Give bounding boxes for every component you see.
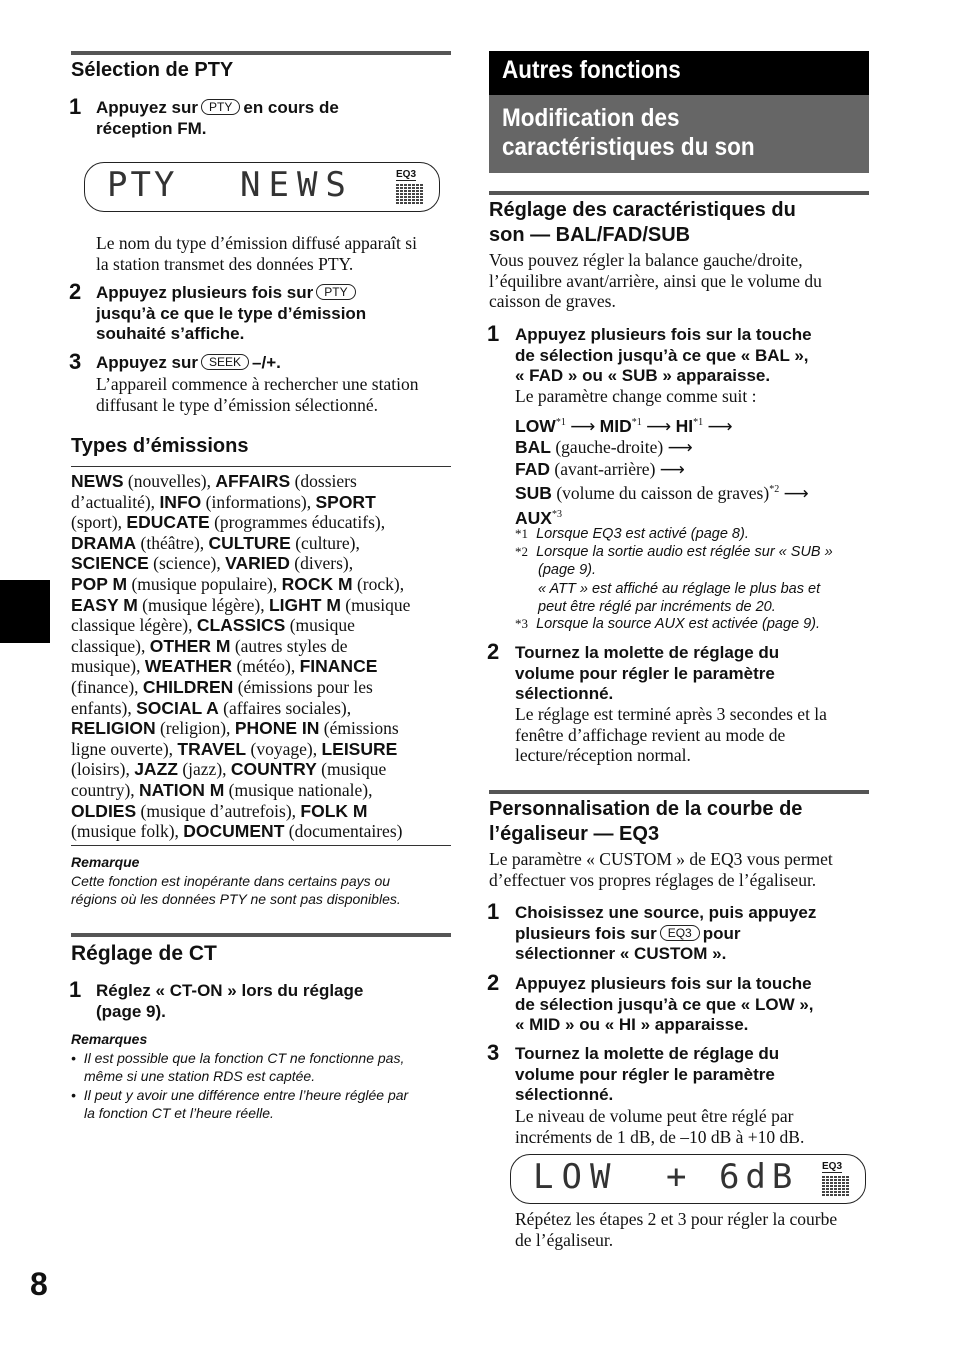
program-type-code: NEWS (71, 471, 124, 491)
program-type-code: OTHER M (149, 635, 231, 656)
lcd-text-left: PTY (107, 165, 178, 205)
program-type-code: SOCIAL A (136, 697, 219, 718)
program-type-description: (documentaires) (284, 821, 403, 842)
program-type-code: PHONE IN (234, 718, 320, 739)
eq3-intro: Le paramètre « CUSTOM » de EQ3 vous permet d’effectuer vos propres réglages de l’égaliseur. (489, 849, 833, 890)
note-title: Remarque (71, 854, 140, 870)
eq3-indicator: EQ3 (396, 169, 417, 180)
program-type-description: (sport), (71, 512, 127, 533)
step-number: 3 (69, 349, 82, 374)
program-types-line (71, 759, 456, 780)
program-type-code: VARIED (225, 553, 290, 574)
step-number: 1 (487, 321, 500, 346)
pty-step1: Appuyez sur PTY en cours de réception FM. (96, 98, 339, 138)
step-number: 2 (69, 279, 82, 304)
program-type-code: CHILDREN (142, 676, 234, 697)
program-types-line (71, 492, 456, 513)
program-type-description: (culture), (290, 532, 360, 553)
program-types-line (71, 739, 456, 760)
section-rule (71, 51, 451, 55)
program-type-description: (musique (285, 615, 355, 636)
program-types-line (71, 656, 456, 677)
program-type-description: (météo), (232, 656, 300, 677)
section-heading-eq3: Personnalisation de la courbe de l’égaliseur — EQ3 (489, 798, 803, 845)
program-type-description: (loisirs), (71, 759, 135, 780)
note-divider (71, 845, 451, 846)
eq3-step3: Tournez la molette de réglage du volume pour régler le paramètre sélectionné. (515, 1044, 780, 1104)
section-rule (489, 191, 869, 195)
program-type-description: (musique (340, 594, 411, 615)
program-type-code: FOLK M (300, 800, 368, 821)
program-type-code: TRAVEL (177, 738, 247, 759)
banner-subtitle-bar (489, 95, 869, 173)
bal-step2-desc: Le réglage est terminé après 3 secondes et la fenêtre d’affichage revient au mode de lecture/réception normal. (515, 704, 827, 766)
program-types-line (71, 615, 456, 636)
ct-step1: Réglez « CT-ON » lors du réglage (page 9). (96, 981, 364, 1021)
program-types-line (71, 533, 456, 554)
pty-description: Le nom du type d’émission diffusé apparaît si la station transmet des données PTY. (96, 233, 417, 274)
program-type-code: WEATHER (144, 656, 233, 677)
eq3-step1: Choisissez une source, puis appuyez plusieurs fois sur EQ3 pour sélectionner « CUSTOM ». (515, 903, 817, 963)
program-type-code: COUNTRY (230, 759, 317, 780)
pty-step3: Appuyez sur SEEK –/+. (96, 353, 281, 372)
program-types-line (71, 821, 456, 842)
step-number: 2 (487, 970, 500, 995)
ct-note-1: • Il est possible que la fonction CT ne fonctionne pas, même si une station RDS est captée. • Il peut y avoir une différence entre l’heure réglée par la fonction CT et l’heure réelle. (71, 1050, 409, 1121)
program-type-description: (voyage), (246, 738, 322, 759)
eq3-indicator: EQ3 (822, 1161, 843, 1172)
program-type-description: (informations), (201, 491, 316, 512)
section-heading-bal: Réglage des caractéristiques du son — BAL/FAD/SUB (489, 199, 796, 246)
page-number: 8 (30, 1266, 48, 1302)
eq-bars-icon (822, 1176, 850, 1196)
section-heading-pty: Sélection de PTY (71, 59, 234, 81)
program-type-code: FINANCE (299, 656, 378, 677)
step-number: 3 (487, 1040, 500, 1065)
program-types-line (71, 553, 456, 574)
eq-lcd-display (510, 1154, 866, 1204)
program-types-line (71, 780, 456, 801)
bal-intro: Vous pouvez régler la balance gauche/droite, l’équilibre avant/arrière, ainsi que le volume du caisson de graves. (489, 250, 822, 312)
lcd-text-right: + 6dB (666, 1157, 799, 1197)
program-type-code: DRAMA (71, 532, 137, 553)
program-type-code: SPORT (315, 491, 376, 512)
pty-key: PTY (201, 99, 240, 115)
program-type-description: (autres styles de (230, 635, 348, 656)
step-number: 1 (69, 977, 82, 1002)
eq3-step2: Appuyez plusieurs fois sur la touche de sélection jusqu’à ce que « LOW », « MID » ou « HI » apparaisse. (515, 974, 814, 1034)
program-type-description: d’actualité), (71, 491, 160, 512)
notes-title: Remarques (71, 1031, 148, 1047)
seek-key: SEEK (201, 354, 249, 370)
program-type-description: (dossiers (290, 471, 357, 491)
section-rule (489, 790, 869, 794)
pty-step2: Appuyez plusieurs fois sur PTY jusqu’à ce que le type d’émission souhaité s’affiche. (96, 283, 367, 343)
program-type-description: (nouvelles), (123, 471, 216, 491)
banner-title: Autres fonctions (502, 56, 681, 84)
footnote-1: *1 Lorsque EQ3 est activé (page 8). (515, 526, 749, 542)
heading-underline (71, 466, 451, 467)
program-type-code: LIGHT M (268, 594, 341, 615)
program-type-description: musique), (71, 656, 145, 677)
bal-step1-desc: Le paramètre change comme suit : (515, 386, 757, 406)
program-type-description: (émissions pour les (233, 676, 373, 697)
program-type-code: OLDIES (71, 800, 137, 821)
program-type-description: country), (71, 779, 140, 800)
program-type-description: (musique populaire), (127, 573, 282, 594)
program-type-code: EDUCATE (126, 512, 210, 533)
banner-subtitle: Modification des caractéristiques du son (502, 104, 755, 161)
pty-step3-description: L’appareil commence à rechercher une station diffusant le type d’émission sélectionné. (96, 374, 419, 415)
program-type-description: (émissions (319, 718, 399, 739)
footnote-2: *2 Lorsque la sortie audio est réglée sur « SUB » (page 9). « ATT » est affiché au réglage le plus bas et peut être réglé par incréments de 20. (515, 544, 833, 615)
program-types-line (71, 595, 456, 616)
note-text: Cette fonction est inopérante dans certains pays ou régions où les données PTY ne sont pas disponibles. (71, 873, 401, 908)
program-type-description: (divers), (289, 553, 354, 574)
section-heading-types: Types d’émissions (71, 435, 249, 457)
bal-step2: Tournez la molette de réglage du volume pour régler le paramètre sélectionné. (515, 643, 780, 703)
program-type-code: INFO (159, 491, 202, 512)
program-types-line (71, 636, 456, 657)
program-type-code: SCIENCE (71, 553, 149, 574)
step-number: 1 (487, 899, 500, 924)
program-type-code: CULTURE (208, 532, 291, 553)
eq3-step3-desc: Le niveau de volume peut être réglé par incréments de 1 dB, de –10 dB à +10 dB. (515, 1106, 805, 1147)
eq-bars-icon (396, 184, 424, 204)
pty-key: PTY (316, 284, 355, 300)
program-type-code: EASY M (71, 594, 138, 615)
parameter-sequence: LOW$^{*1}$ ⟶ MID$^{*1}$ ⟶ HI$^{*1}$ ⟶ BAL (gauche-droite) ⟶ FAD (avant-arrière) ⟶ SUB (volume du caisson de graves)$^{*2}$ ⟶ AUX$^{*3}$ (515, 415, 809, 528)
bal-step1: Appuyez plusieurs fois sur la touche de sélection jusqu’à ce que « BAL », « FAD » ou « SUB » apparaisse. (515, 325, 812, 385)
program-type-code: DOCUMENT (183, 821, 285, 842)
lcd-text-right: NEWS (240, 165, 354, 205)
program-type-description: classique), (71, 635, 150, 656)
program-types-line (71, 801, 456, 822)
program-types-list (71, 471, 456, 842)
program-type-description: (jazz), (177, 759, 231, 780)
program-type-description: (théâtre), (136, 532, 209, 553)
program-type-code: AFFAIRS (215, 471, 291, 491)
program-types-line (71, 698, 456, 719)
program-type-description: enfants), (71, 697, 137, 718)
step-number: 1 (69, 94, 82, 119)
program-type-description: (science), (148, 553, 226, 574)
program-types-line (71, 718, 456, 739)
program-type-code: JAZZ (134, 759, 178, 780)
program-type-description: (musique nationale), (224, 779, 373, 800)
program-type-description: (musique d’autrefois), (136, 800, 301, 821)
program-type-description: (rock), (352, 573, 405, 594)
program-type-code: RELIGION (71, 718, 156, 739)
program-types-line (71, 512, 456, 533)
program-type-code: POP M (71, 573, 128, 594)
program-type-description: (musique (316, 759, 387, 780)
program-type-code: NATION M (139, 779, 225, 800)
program-type-description: (musique folk), (71, 821, 184, 842)
program-types-line (71, 677, 456, 698)
program-type-description: classique légère), (71, 615, 197, 636)
section-rule (71, 933, 451, 937)
step-number: 2 (487, 639, 500, 664)
banner-title-bar (489, 51, 869, 95)
section-heading-ct: Réglage de CT (71, 942, 217, 965)
eq3-key: EQ3 (660, 925, 700, 941)
page-edge-tab (0, 580, 50, 643)
program-types-line (71, 574, 456, 595)
program-types-line (71, 471, 456, 492)
program-type-code: ROCK M (281, 573, 353, 594)
program-type-description: (musique légère), (137, 594, 269, 615)
lcd-text-left: LOW (533, 1157, 619, 1197)
program-type-code: LEISURE (321, 738, 398, 759)
program-type-description: (finance), (71, 676, 143, 697)
program-type-description: (programmes éducatifs), (209, 512, 386, 533)
program-type-description: (affaires sociales), (218, 697, 352, 718)
program-type-code: CLASSICS (196, 615, 286, 636)
footnote-3: *3 Lorsque la source AUX est activée (page 9). (515, 616, 821, 632)
eq3-final-desc: Répétez les étapes 2 et 3 pour régler la courbe de l’égaliseur. (515, 1209, 838, 1250)
program-type-description: (religion), (155, 718, 235, 739)
pty-lcd-display (84, 162, 440, 212)
program-type-description: ligne ouverte), (71, 738, 178, 759)
